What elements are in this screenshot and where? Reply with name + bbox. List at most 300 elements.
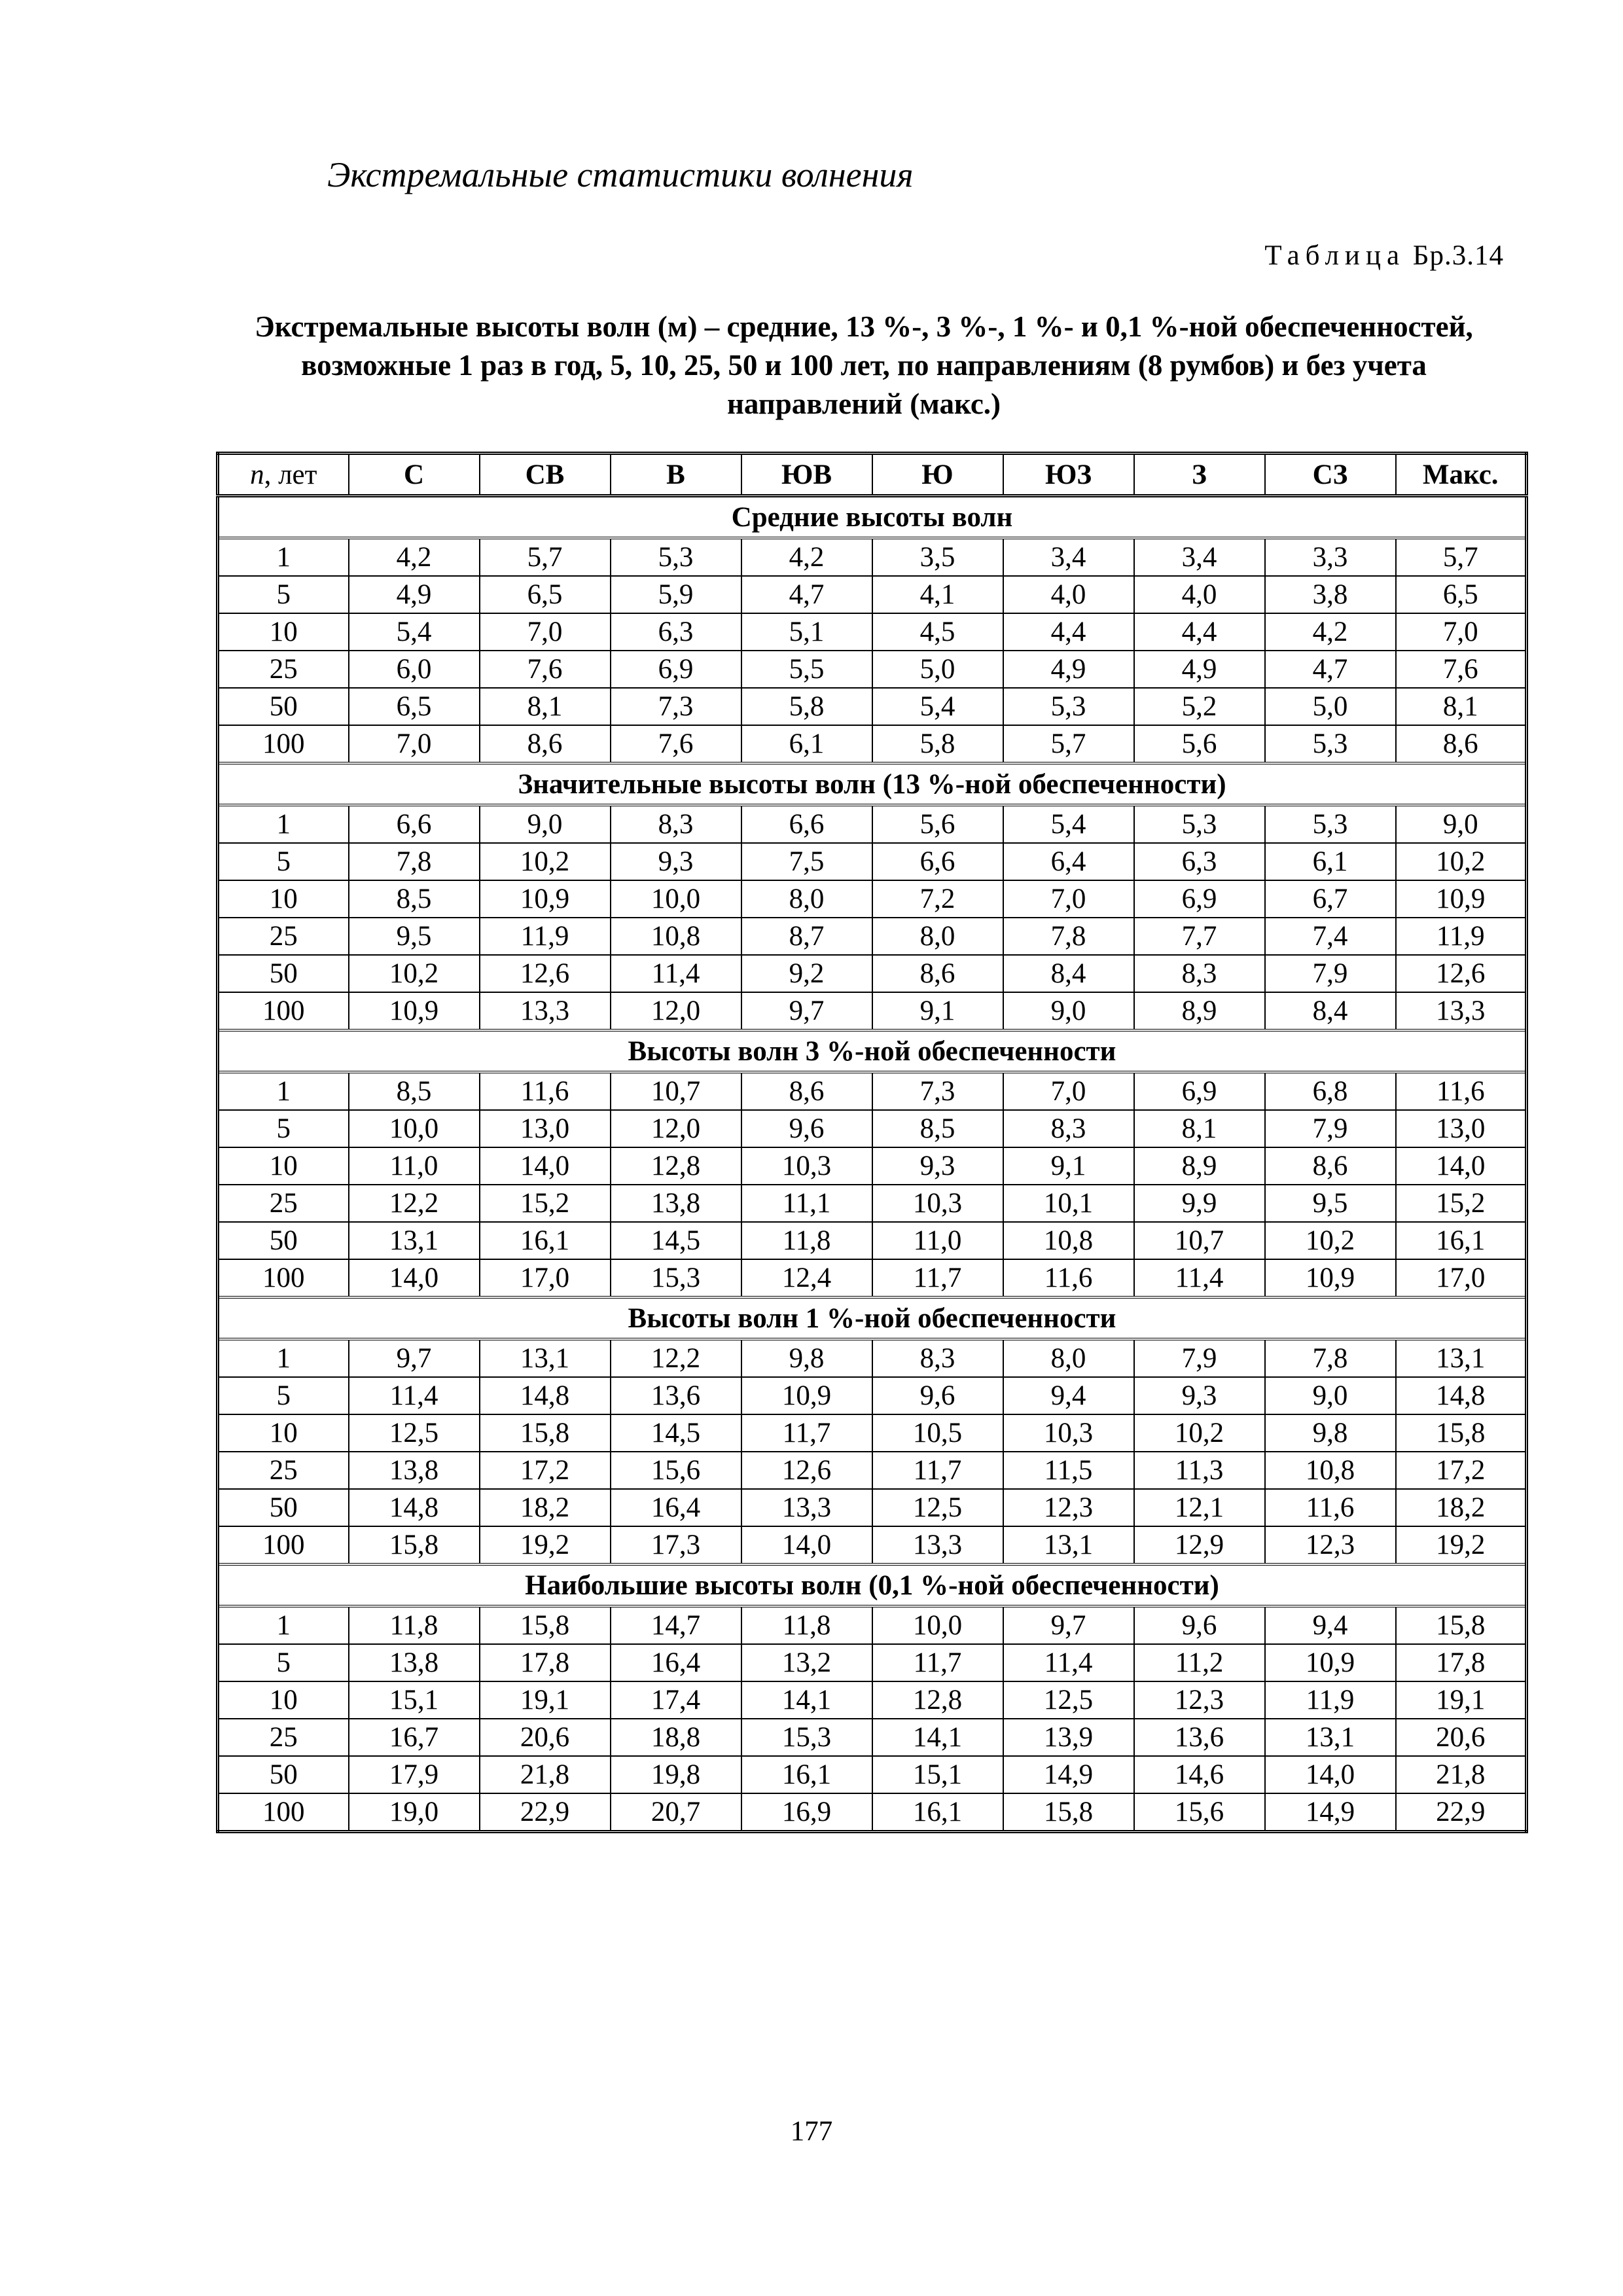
value-cell: 15,1 xyxy=(872,1756,1003,1793)
value-cell: 16,1 xyxy=(1396,1222,1527,1259)
value-cell: 11,9 xyxy=(1396,918,1527,955)
value-cell: 17,4 xyxy=(611,1681,741,1719)
value-cell: 11,7 xyxy=(872,1452,1003,1489)
value-cell: 18,8 xyxy=(611,1719,741,1756)
group-title: Наибольшие высоты волн (0,1 %-ной обеспеченности) xyxy=(218,1564,1527,1606)
value-cell: 16,1 xyxy=(872,1793,1003,1832)
value-cell: 3,3 xyxy=(1265,538,1396,576)
value-cell: 8,4 xyxy=(1003,955,1134,992)
value-cell: 15,8 xyxy=(349,1526,480,1564)
value-cell: 11,4 xyxy=(1003,1644,1134,1681)
value-cell: 17,8 xyxy=(1396,1644,1527,1681)
value-cell: 8,7 xyxy=(741,918,872,955)
value-cell: 14,9 xyxy=(1003,1756,1134,1793)
value-cell: 5,8 xyxy=(741,688,872,725)
value-cell: 11,6 xyxy=(1003,1259,1134,1297)
value-cell: 8,1 xyxy=(1134,1110,1265,1147)
value-cell: 6,6 xyxy=(872,843,1003,880)
period-cell: 5 xyxy=(218,576,349,613)
value-cell: 10,8 xyxy=(1003,1222,1134,1259)
value-cell: 11,6 xyxy=(1396,1072,1527,1110)
value-cell: 12,5 xyxy=(1003,1681,1134,1719)
value-cell: 14,8 xyxy=(349,1489,480,1526)
period-cell: 5 xyxy=(218,1377,349,1414)
table-row xyxy=(218,1526,1527,1564)
value-cell: 12,6 xyxy=(480,955,611,992)
value-cell: 11,4 xyxy=(611,955,741,992)
value-cell: 20,6 xyxy=(1396,1719,1527,1756)
value-cell: 4,4 xyxy=(1134,613,1265,651)
period-cell: 10 xyxy=(218,880,349,918)
value-cell: 12,2 xyxy=(611,1339,741,1377)
value-cell: 14,0 xyxy=(1396,1147,1527,1185)
value-cell: 14,8 xyxy=(480,1377,611,1414)
period-cell: 1 xyxy=(218,1606,349,1644)
group-header-row xyxy=(218,1564,1527,1606)
value-cell: 10,9 xyxy=(1265,1644,1396,1681)
period-cell: 1 xyxy=(218,805,349,843)
value-cell: 6,5 xyxy=(480,576,611,613)
value-cell: 10,8 xyxy=(611,918,741,955)
value-cell: 8,5 xyxy=(349,880,480,918)
value-cell: 12,2 xyxy=(349,1185,480,1222)
value-cell: 6,1 xyxy=(1265,843,1396,880)
period-cell: 25 xyxy=(218,1719,349,1756)
value-cell: 5,3 xyxy=(1134,805,1265,843)
value-cell: 4,9 xyxy=(349,576,480,613)
value-cell: 8,3 xyxy=(872,1339,1003,1377)
period-cell: 50 xyxy=(218,688,349,725)
value-cell: 8,0 xyxy=(1003,1339,1134,1377)
value-cell: 10,9 xyxy=(741,1377,872,1414)
value-cell: 13,6 xyxy=(1134,1719,1265,1756)
value-cell: 8,6 xyxy=(741,1072,872,1110)
value-cell: 6,9 xyxy=(1134,880,1265,918)
value-cell: 8,9 xyxy=(1134,1147,1265,1185)
value-cell: 5,8 xyxy=(872,725,1003,763)
period-cell: 25 xyxy=(218,651,349,688)
period-cell: 10 xyxy=(218,1681,349,1719)
value-cell: 5,9 xyxy=(611,576,741,613)
period-cell: 10 xyxy=(218,1414,349,1452)
table-number-prefix: Таблица xyxy=(1264,240,1406,271)
table-row xyxy=(218,1489,1527,1526)
table-row xyxy=(218,1147,1527,1185)
value-cell: 13,1 xyxy=(480,1339,611,1377)
period-cell: 50 xyxy=(218,1756,349,1793)
value-cell: 13,2 xyxy=(741,1644,872,1681)
value-cell: 17,2 xyxy=(1396,1452,1527,1489)
value-cell: 12,3 xyxy=(1265,1526,1396,1564)
value-cell: 10,9 xyxy=(480,880,611,918)
page-number: 177 xyxy=(790,2116,833,2147)
value-cell: 8,6 xyxy=(480,725,611,763)
value-cell: 5,1 xyxy=(741,613,872,651)
value-cell: 14,7 xyxy=(611,1606,741,1644)
value-cell: 8,0 xyxy=(872,918,1003,955)
value-cell: 10,2 xyxy=(1265,1222,1396,1259)
value-cell: 15,8 xyxy=(1003,1793,1134,1832)
value-cell: 13,3 xyxy=(872,1526,1003,1564)
value-cell: 11,3 xyxy=(1134,1452,1265,1489)
value-cell: 13,1 xyxy=(1265,1719,1396,1756)
value-cell: 7,4 xyxy=(1265,918,1396,955)
value-cell: 14,5 xyxy=(611,1222,741,1259)
value-cell: 6,5 xyxy=(349,688,480,725)
table-row xyxy=(218,1606,1527,1644)
period-cell: 10 xyxy=(218,1147,349,1185)
value-cell: 9,3 xyxy=(611,843,741,880)
value-cell: 14,0 xyxy=(1265,1756,1396,1793)
table-row xyxy=(218,725,1527,763)
period-cell: 100 xyxy=(218,992,349,1030)
table-row xyxy=(218,688,1527,725)
value-cell: 13,3 xyxy=(1396,992,1527,1030)
value-cell: 6,8 xyxy=(1265,1072,1396,1110)
value-cell: 12,8 xyxy=(611,1147,741,1185)
value-cell: 7,9 xyxy=(1265,955,1396,992)
period-cell: 100 xyxy=(218,725,349,763)
value-cell: 6,6 xyxy=(349,805,480,843)
value-cell: 8,3 xyxy=(1134,955,1265,992)
value-cell: 11,5 xyxy=(1003,1452,1134,1489)
value-cell: 12,0 xyxy=(611,1110,741,1147)
value-cell: 14,1 xyxy=(872,1719,1003,1756)
table-row xyxy=(218,1377,1527,1414)
table-row xyxy=(218,1072,1527,1110)
table-row xyxy=(218,1793,1527,1832)
value-cell: 5,4 xyxy=(872,688,1003,725)
value-cell: 10,3 xyxy=(1003,1414,1134,1452)
period-cell: 10 xyxy=(218,613,349,651)
value-cell: 6,9 xyxy=(1134,1072,1265,1110)
value-cell: 6,3 xyxy=(1134,843,1265,880)
value-cell: 4,0 xyxy=(1003,576,1134,613)
value-cell: 13,1 xyxy=(1003,1526,1134,1564)
value-cell: 13,6 xyxy=(611,1377,741,1414)
value-cell: 10,3 xyxy=(872,1185,1003,1222)
value-cell: 13,3 xyxy=(480,992,611,1030)
value-cell: 6,5 xyxy=(1396,576,1527,613)
value-cell: 11,8 xyxy=(741,1606,872,1644)
value-cell: 10,2 xyxy=(480,843,611,880)
value-cell: 17,3 xyxy=(611,1526,741,1564)
value-cell: 7,9 xyxy=(1265,1110,1396,1147)
value-cell: 6,6 xyxy=(741,805,872,843)
value-cell: 5,5 xyxy=(741,651,872,688)
value-cell: 12,5 xyxy=(872,1489,1003,1526)
value-cell: 8,0 xyxy=(741,880,872,918)
group-title: Значительные высоты волн (13 %-ной обеспеченности) xyxy=(218,763,1527,805)
table-header-row xyxy=(218,454,1527,496)
value-cell: 11,9 xyxy=(1265,1681,1396,1719)
value-cell: 12,6 xyxy=(741,1452,872,1489)
column-header-ne: СВ xyxy=(480,454,611,496)
value-cell: 21,8 xyxy=(480,1756,611,1793)
value-cell: 4,2 xyxy=(1265,613,1396,651)
group-header-row xyxy=(218,1297,1527,1339)
value-cell: 4,5 xyxy=(872,613,1003,651)
value-cell: 11,7 xyxy=(872,1644,1003,1681)
value-cell: 13,0 xyxy=(1396,1110,1527,1147)
value-cell: 10,0 xyxy=(349,1110,480,1147)
value-cell: 8,3 xyxy=(611,805,741,843)
value-cell: 4,2 xyxy=(741,538,872,576)
period-cell: 100 xyxy=(218,1526,349,1564)
column-header-e: В xyxy=(611,454,741,496)
value-cell: 7,3 xyxy=(611,688,741,725)
value-cell: 9,2 xyxy=(741,955,872,992)
value-cell: 12,0 xyxy=(611,992,741,1030)
value-cell: 11,4 xyxy=(1134,1259,1265,1297)
table-row xyxy=(218,805,1527,843)
value-cell: 8,6 xyxy=(872,955,1003,992)
value-cell: 11,4 xyxy=(349,1377,480,1414)
period-cell: 1 xyxy=(218,538,349,576)
value-cell: 16,7 xyxy=(349,1719,480,1756)
period-cell: 100 xyxy=(218,1793,349,1832)
table-row xyxy=(218,613,1527,651)
value-cell: 4,9 xyxy=(1003,651,1134,688)
value-cell: 11,0 xyxy=(349,1147,480,1185)
value-cell: 6,3 xyxy=(611,613,741,651)
column-header-nw: СЗ xyxy=(1265,454,1396,496)
value-cell: 6,0 xyxy=(349,651,480,688)
value-cell: 14,8 xyxy=(1396,1377,1527,1414)
value-cell: 7,0 xyxy=(1396,613,1527,651)
value-cell: 5,7 xyxy=(1396,538,1527,576)
value-cell: 9,1 xyxy=(872,992,1003,1030)
table-row xyxy=(218,1681,1527,1719)
value-cell: 5,4 xyxy=(349,613,480,651)
n-unit: , лет xyxy=(264,459,317,490)
value-cell: 9,4 xyxy=(1003,1377,1134,1414)
value-cell: 10,2 xyxy=(349,955,480,992)
period-cell: 1 xyxy=(218,1339,349,1377)
table-row xyxy=(218,880,1527,918)
value-cell: 8,1 xyxy=(1396,688,1527,725)
table-row xyxy=(218,1259,1527,1297)
value-cell: 7,8 xyxy=(1003,918,1134,955)
value-cell: 11,7 xyxy=(872,1259,1003,1297)
value-cell: 5,0 xyxy=(1265,688,1396,725)
value-cell: 7,0 xyxy=(1003,880,1134,918)
value-cell: 17,2 xyxy=(480,1452,611,1489)
value-cell: 5,0 xyxy=(872,651,1003,688)
value-cell: 9,7 xyxy=(349,1339,480,1377)
value-cell: 11,6 xyxy=(480,1072,611,1110)
column-header-n xyxy=(218,454,349,496)
value-cell: 5,2 xyxy=(1134,688,1265,725)
value-cell: 5,6 xyxy=(1134,725,1265,763)
value-cell: 4,2 xyxy=(349,538,480,576)
group-header-row xyxy=(218,763,1527,805)
value-cell: 9,0 xyxy=(1396,805,1527,843)
value-cell: 16,1 xyxy=(480,1222,611,1259)
value-cell: 12,3 xyxy=(1003,1489,1134,1526)
value-cell: 13,8 xyxy=(349,1644,480,1681)
value-cell: 9,3 xyxy=(1134,1377,1265,1414)
value-cell: 9,0 xyxy=(1265,1377,1396,1414)
column-header-w: З xyxy=(1134,454,1265,496)
value-cell: 8,4 xyxy=(1265,992,1396,1030)
value-cell: 22,9 xyxy=(480,1793,611,1832)
table-caption: Экстремальные высоты волн (м) – средние, 13 %-, 3 %-, 1 %- и 0,1 %-ной обеспеченностей, возможные 1 раз в год, 5, 10, 25, 50 и 100 лет, по направлениям (8 румбов) и без учета направлений (макс.) xyxy=(255,310,1473,420)
value-cell: 18,2 xyxy=(480,1489,611,1526)
value-cell: 10,9 xyxy=(349,992,480,1030)
table-row xyxy=(218,1644,1527,1681)
value-cell: 12,9 xyxy=(1134,1526,1265,1564)
group-header-row xyxy=(218,1030,1527,1072)
value-cell: 9,9 xyxy=(1134,1185,1265,1222)
value-cell: 15,8 xyxy=(1396,1414,1527,1452)
table-row xyxy=(218,1452,1527,1489)
value-cell: 9,6 xyxy=(741,1110,872,1147)
table-row xyxy=(218,651,1527,688)
value-cell: 7,8 xyxy=(349,843,480,880)
value-cell: 10,2 xyxy=(1396,843,1527,880)
value-cell: 7,5 xyxy=(741,843,872,880)
table-number xyxy=(1264,240,1504,272)
value-cell: 9,6 xyxy=(872,1377,1003,1414)
value-cell: 13,8 xyxy=(349,1452,480,1489)
value-cell: 10,2 xyxy=(1134,1414,1265,1452)
period-cell: 100 xyxy=(218,1259,349,1297)
value-cell: 15,6 xyxy=(611,1452,741,1489)
value-cell: 5,7 xyxy=(1003,725,1134,763)
table-row xyxy=(218,1756,1527,1793)
value-cell: 9,7 xyxy=(1003,1606,1134,1644)
value-cell: 11,9 xyxy=(480,918,611,955)
value-cell: 11,6 xyxy=(1265,1489,1396,1526)
value-cell: 20,6 xyxy=(480,1719,611,1756)
value-cell: 7,0 xyxy=(1003,1072,1134,1110)
period-cell: 1 xyxy=(218,1072,349,1110)
value-cell: 15,2 xyxy=(1396,1185,1527,1222)
value-cell: 20,7 xyxy=(611,1793,741,1832)
value-cell: 21,8 xyxy=(1396,1756,1527,1793)
period-cell: 5 xyxy=(218,1644,349,1681)
value-cell: 16,4 xyxy=(611,1644,741,1681)
value-cell: 5,7 xyxy=(480,538,611,576)
value-cell: 9,7 xyxy=(741,992,872,1030)
table-row xyxy=(218,538,1527,576)
value-cell: 15,3 xyxy=(741,1719,872,1756)
value-cell: 3,8 xyxy=(1265,576,1396,613)
period-cell: 50 xyxy=(218,1222,349,1259)
value-cell: 7,8 xyxy=(1265,1339,1396,1377)
value-cell: 4,4 xyxy=(1003,613,1134,651)
column-header-max: Макс. xyxy=(1396,454,1527,496)
value-cell: 17,9 xyxy=(349,1756,480,1793)
value-cell: 5,6 xyxy=(872,805,1003,843)
value-cell: 19,1 xyxy=(480,1681,611,1719)
value-cell: 5,3 xyxy=(1265,805,1396,843)
period-cell: 5 xyxy=(218,843,349,880)
value-cell: 3,4 xyxy=(1134,538,1265,576)
value-cell: 11,8 xyxy=(349,1606,480,1644)
value-cell: 15,8 xyxy=(480,1414,611,1452)
value-cell: 7,6 xyxy=(1396,651,1527,688)
value-cell: 3,5 xyxy=(872,538,1003,576)
value-cell: 12,1 xyxy=(1134,1489,1265,1526)
column-header-sw: ЮЗ xyxy=(1003,454,1134,496)
value-cell: 9,8 xyxy=(1265,1414,1396,1452)
value-cell: 15,8 xyxy=(1396,1606,1527,1644)
value-cell: 15,8 xyxy=(480,1606,611,1644)
value-cell: 9,1 xyxy=(1003,1147,1134,1185)
value-cell: 17,8 xyxy=(480,1644,611,1681)
value-cell: 8,5 xyxy=(349,1072,480,1110)
period-cell: 50 xyxy=(218,955,349,992)
value-cell: 10,9 xyxy=(1396,880,1527,918)
value-cell: 10,1 xyxy=(1003,1185,1134,1222)
table-row xyxy=(218,1339,1527,1377)
value-cell: 15,1 xyxy=(349,1681,480,1719)
value-cell: 13,0 xyxy=(480,1110,611,1147)
value-cell: 5,4 xyxy=(1003,805,1134,843)
value-cell: 12,6 xyxy=(1396,955,1527,992)
value-cell: 7,3 xyxy=(872,1072,1003,1110)
value-cell: 16,9 xyxy=(741,1793,872,1832)
value-cell: 7,0 xyxy=(349,725,480,763)
section-heading: Экстремальные статистики волнения xyxy=(327,155,914,194)
value-cell: 13,8 xyxy=(611,1185,741,1222)
value-cell: 14,5 xyxy=(611,1414,741,1452)
value-cell: 4,9 xyxy=(1134,651,1265,688)
period-cell: 25 xyxy=(218,1185,349,1222)
value-cell: 17,0 xyxy=(480,1259,611,1297)
value-cell: 12,4 xyxy=(741,1259,872,1297)
value-cell: 11,0 xyxy=(872,1222,1003,1259)
n-symbol: n xyxy=(250,459,264,490)
value-cell: 4,1 xyxy=(872,576,1003,613)
value-cell: 14,0 xyxy=(480,1147,611,1185)
value-cell: 14,0 xyxy=(741,1526,872,1564)
value-cell: 13,1 xyxy=(349,1222,480,1259)
value-cell: 7,7 xyxy=(1134,918,1265,955)
value-cell: 6,9 xyxy=(611,651,741,688)
value-cell: 10,0 xyxy=(872,1606,1003,1644)
value-cell: 19,2 xyxy=(480,1526,611,1564)
value-cell: 9,0 xyxy=(1003,992,1134,1030)
value-cell: 12,5 xyxy=(349,1414,480,1452)
group-title: Высоты волн 1 %-ной обеспеченности xyxy=(218,1297,1527,1339)
wave-height-table xyxy=(216,452,1528,1833)
period-cell: 5 xyxy=(218,1110,349,1147)
value-cell: 14,9 xyxy=(1265,1793,1396,1832)
value-cell: 19,1 xyxy=(1396,1681,1527,1719)
table-row xyxy=(218,1222,1527,1259)
value-cell: 14,1 xyxy=(741,1681,872,1719)
value-cell: 6,4 xyxy=(1003,843,1134,880)
value-cell: 9,0 xyxy=(480,805,611,843)
value-cell: 7,0 xyxy=(480,613,611,651)
value-cell: 9,8 xyxy=(741,1339,872,1377)
value-cell: 12,3 xyxy=(1134,1681,1265,1719)
value-cell: 10,3 xyxy=(741,1147,872,1185)
column-header-s: Ю xyxy=(872,454,1003,496)
value-cell: 3,4 xyxy=(1003,538,1134,576)
value-cell: 10,8 xyxy=(1265,1452,1396,1489)
table-row xyxy=(218,1110,1527,1147)
value-cell: 4,7 xyxy=(741,576,872,613)
value-cell: 16,1 xyxy=(741,1756,872,1793)
value-cell: 7,9 xyxy=(1134,1339,1265,1377)
value-cell: 6,7 xyxy=(1265,880,1396,918)
value-cell: 11,1 xyxy=(741,1185,872,1222)
value-cell: 10,7 xyxy=(1134,1222,1265,1259)
